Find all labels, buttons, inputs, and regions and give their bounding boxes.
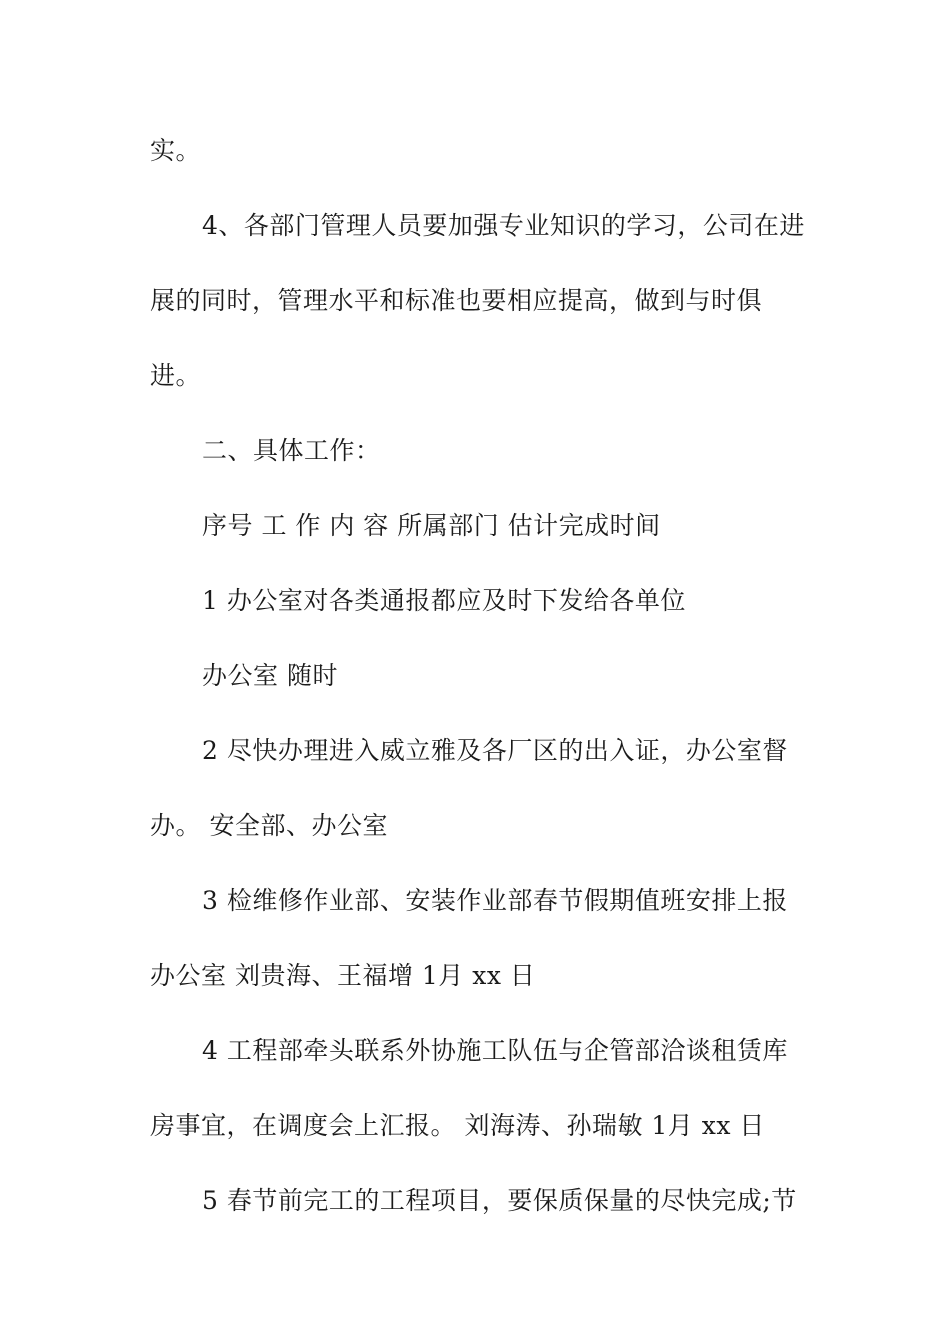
task-line: 1 办公室对各类通报都应及时下发给各单位	[202, 586, 686, 615]
paragraph-line: 4、各部门管理人员要加强专业知识的学习，公司在进	[202, 211, 805, 240]
paragraph-line: 实。	[150, 136, 202, 165]
task-line: 4 工程部牵头联系外协施工队伍与企管部洽谈租赁库	[202, 1036, 788, 1065]
section-heading: 二、具体工作：	[202, 436, 381, 465]
table-header-line: 序号 工 作 内 容 所属部门 估计完成时间	[202, 511, 661, 540]
task-line: 房事宜，在调度会上汇报。 刘海涛、孙瑞敏 1月 xx 日	[150, 1111, 765, 1140]
task-line: 5 春节前完工的工程项目，要保质保量的尽快完成;节	[202, 1186, 797, 1215]
task-line: 2 尽快办理进入威立雅及各厂区的出入证，办公室督	[202, 736, 788, 765]
paragraph-line: 进。	[150, 361, 202, 390]
task-line: 3 检维修作业部、安装作业部春节假期值班安排上报	[202, 886, 788, 915]
task-line: 办公室 随时	[202, 661, 338, 690]
paragraph-line: 展的同时，管理水平和标准也要相应提高，做到与时俱	[150, 286, 763, 315]
task-line: 办公室 刘贵海、王福增 1月 xx 日	[150, 961, 536, 990]
task-line: 办。 安全部、办公室	[150, 811, 388, 840]
